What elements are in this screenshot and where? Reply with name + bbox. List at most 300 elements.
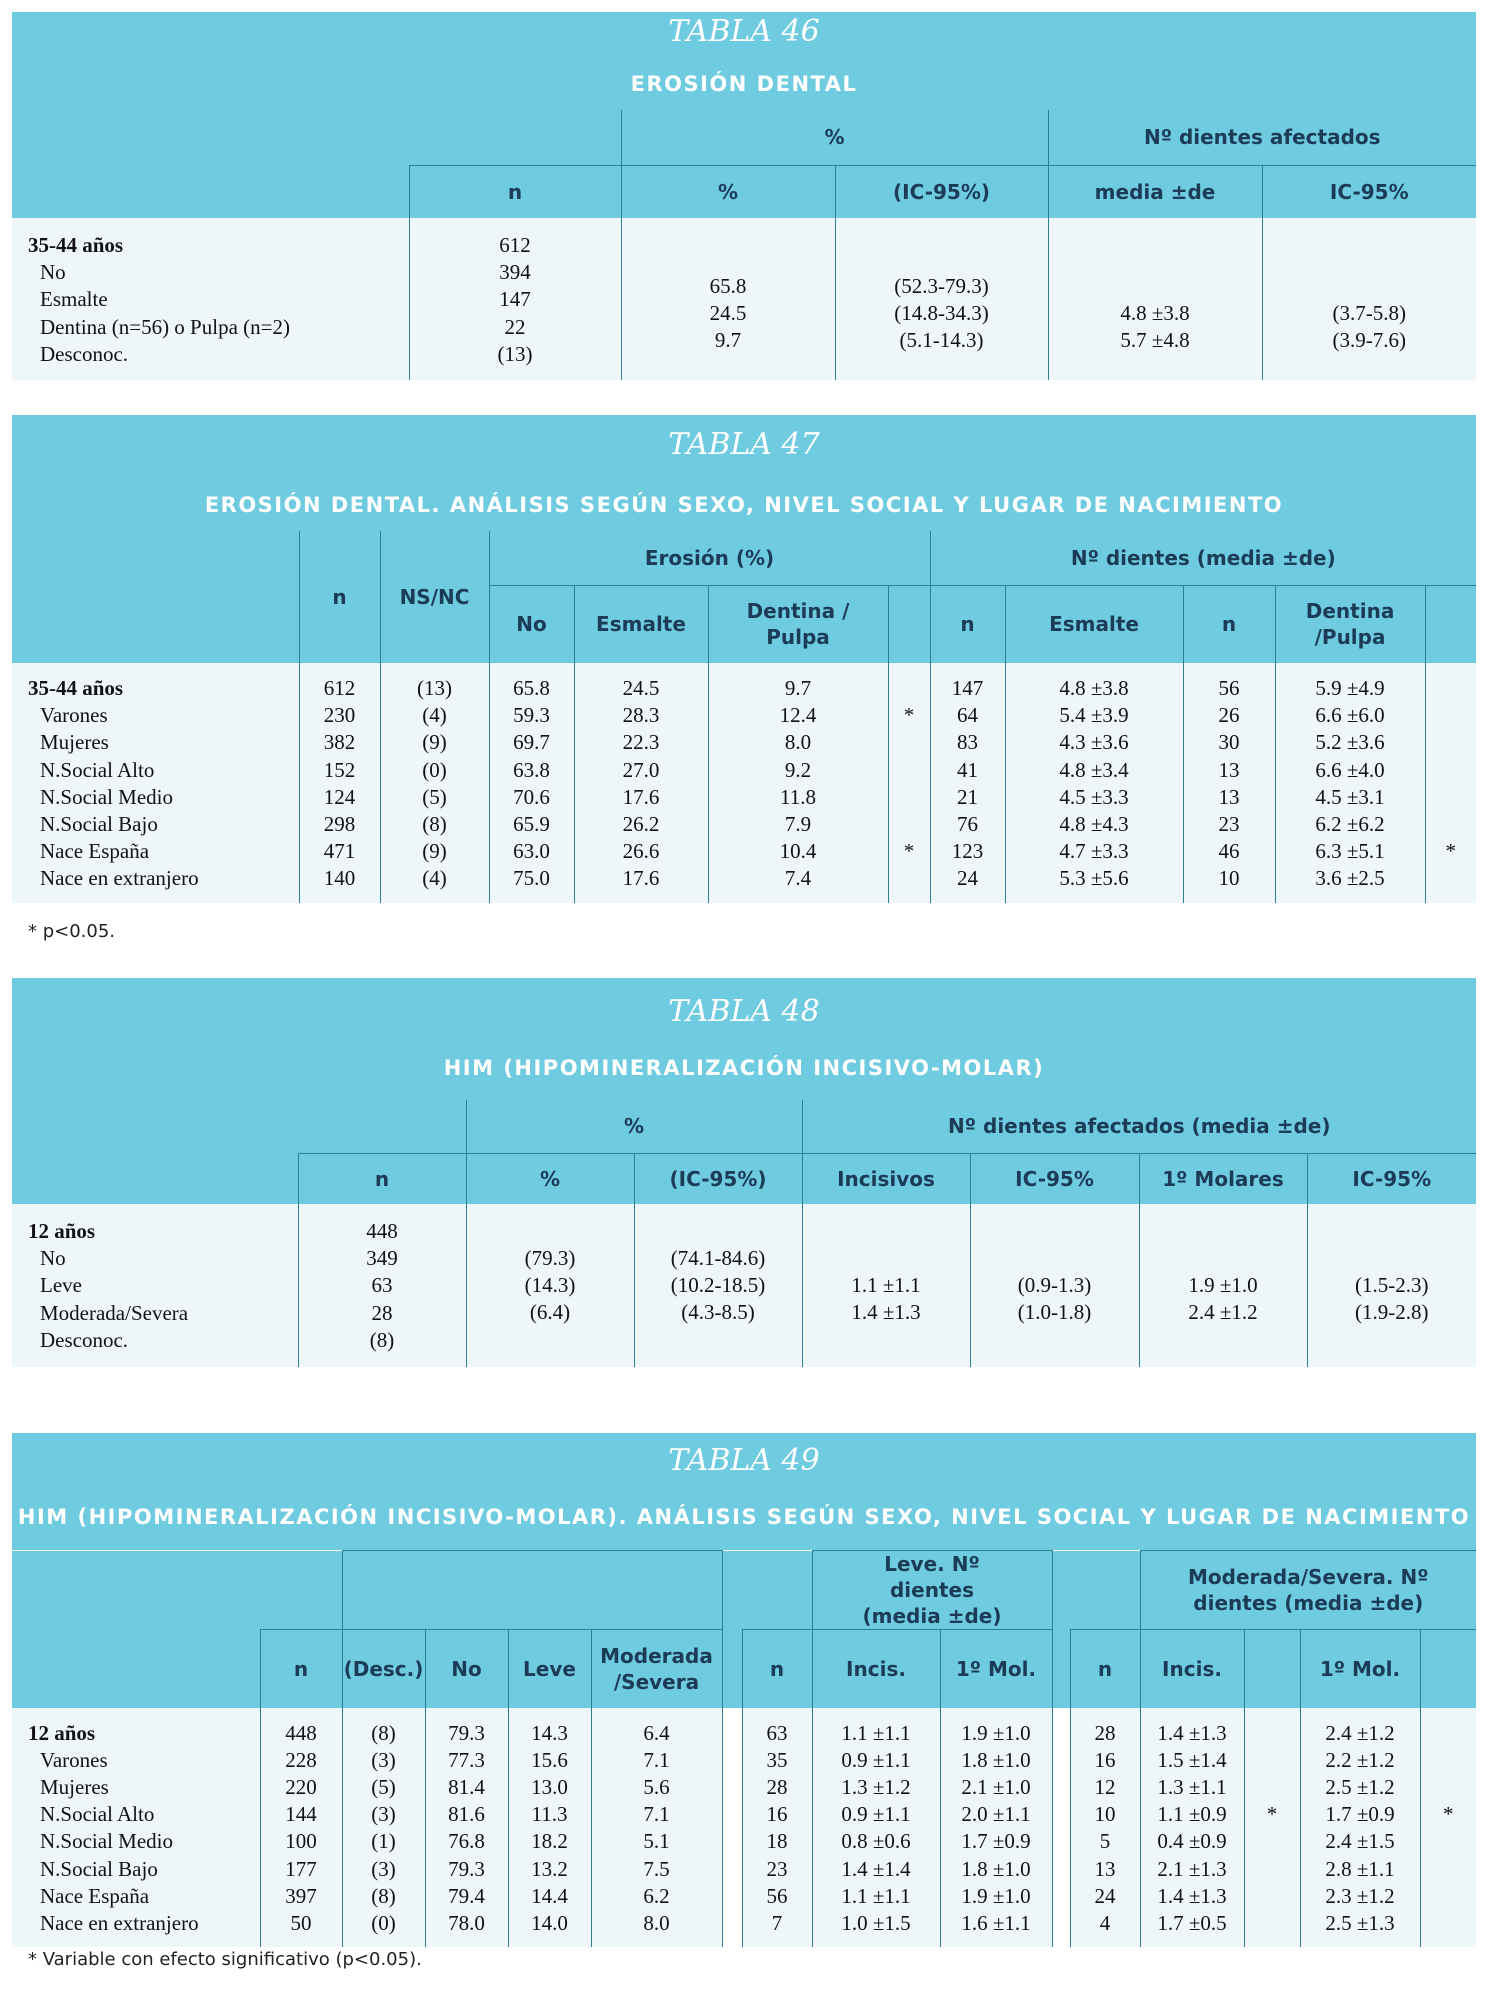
col-incis: Incis. [812,1630,940,1708]
col-n: n [260,1630,342,1708]
table-row [12,757,1476,784]
nsnc-cell: (5) [380,784,489,811]
no-cell: 65.8 [489,663,574,702]
n2-cell: 21 [930,784,1005,811]
desc-cell: (3) [342,1747,425,1774]
esmalte-cell: 22.3 [574,729,708,756]
tabla-48-grid [12,1100,1476,1367]
no-cell: 75.0 [489,865,574,902]
gap-cell [1052,1747,1070,1774]
table-number: TABLA 47 [668,427,820,462]
value: 394 [499,260,531,285]
col-no: No [489,585,574,663]
incis-cell: 1.3 ±1.2 [812,1774,940,1801]
n3-cell: 56 [1183,663,1275,702]
col-ic2: IC-95% [1262,165,1476,218]
table-number: TABLA 49 [668,1443,820,1478]
blank-header [12,1630,260,1708]
table-row [12,1801,1476,1828]
table-row [12,838,1476,865]
col-ic2: IC-95% [970,1153,1139,1204]
esmalte-cell: 17.6 [574,784,708,811]
tabla-46-header [12,12,1476,110]
sig-cell [1420,1883,1476,1910]
n3-cell: 26 [1183,702,1275,729]
footnote: * p<0.05. [28,921,116,942]
tabla-48-header [12,978,1476,1100]
table-row [12,702,1476,729]
sig-cell [888,663,930,702]
col-moderada-label: Moderada /Severa [600,1643,713,1694]
row-label: Nace en extranjero [12,1910,260,1947]
moderada-cell: 7.1 [591,1801,722,1828]
col-sig2 [1420,1630,1476,1708]
n2-cell: 56 [742,1883,812,1910]
group-label: 35-44 años [12,663,299,702]
moderada-cell: 5.6 [591,1774,722,1801]
n-cell: 100 [260,1828,342,1855]
value: 5.7 ±4.8 [1120,328,1190,353]
table-title: EROSIÓN DENTAL. ANÁLISIS SEGÚN SEXO, NIVEL SOCIAL Y LUGAR DE NACIMIENTO [204,493,1284,517]
n-cell: 612 [299,663,380,702]
desc-cell: (3) [342,1856,425,1883]
leve-cell: 18.2 [508,1828,591,1855]
blank-header [12,165,409,218]
n2-cell: 18 [742,1828,812,1855]
value: 1.4 ±1.3 [851,1300,921,1325]
sig-cell [1420,1708,1476,1747]
esmalte2-cell: 4.3 ±3.6 [1005,729,1183,756]
col-leve: Leve [508,1630,591,1708]
col-sig1 [888,585,930,663]
ic2-cell [970,1204,1139,1367]
value: 22 [504,314,526,339]
incis-cell: 1.4 ±1.4 [812,1856,940,1883]
value: (4.3-8.5) [681,1300,755,1325]
value: (3.7-5.8) [1332,301,1406,325]
n3-cell: 13 [1183,784,1275,811]
mol-cell: 1.8 ±1.0 [940,1856,1052,1883]
dentina2-cell: 6.6 ±6.0 [1275,702,1425,729]
incis2-cell: 1.1 ±0.9 [1140,1801,1244,1828]
sig-cell [1425,729,1476,756]
n-cell: 228 [260,1747,342,1774]
leve-cell: 11.3 [508,1801,591,1828]
blank-header [1070,1551,1140,1630]
n3-cell: 5 [1070,1828,1140,1855]
table-title: EROSIÓN DENTAL [630,72,858,96]
col-pct: % [621,165,835,218]
n-cell: 144 [260,1801,342,1828]
mol-cell: 2.1 ±1.0 [940,1774,1052,1801]
tabla-46-grid [12,110,1476,380]
value: 2.4 ±1.2 [1188,1300,1258,1325]
dentina2-cell: 4.5 ±3.1 [1275,784,1425,811]
tabla-47-grid [12,531,1476,903]
n2-cell: 23 [742,1856,812,1883]
value: (14.3) [524,1273,576,1298]
n2-cell: 147 [930,663,1005,702]
table-row [12,1747,1476,1774]
no-cell: 81.6 [425,1801,508,1828]
value: (5.1-14.3) [899,328,984,353]
value: 1.9 ±1.0 [1188,1273,1258,1297]
value: 24.5 [709,301,747,326]
value: 612 [499,233,531,257]
row-label: No [40,1246,66,1271]
leve-group-header [812,1551,1052,1630]
dientes-group-header: Nº dientes afectados [1048,110,1476,165]
sig-cell [1420,1828,1476,1855]
blank-header [12,531,299,663]
labels-cell [12,1204,298,1367]
row-label: Nace en extranjero [12,865,299,902]
n2-cell: 83 [930,729,1005,756]
row-label: N.Social Medio [12,1828,260,1855]
gap-cell [1052,1910,1070,1947]
no-cell: 63.0 [489,838,574,865]
row-label: Esmalte [40,287,108,312]
leve-cell: 14.3 [508,1708,591,1747]
esmalte2-cell: 5.4 ±3.9 [1005,702,1183,729]
n-cell: 448 [260,1708,342,1747]
mol-cell: 2.0 ±1.1 [940,1801,1052,1828]
no-cell: 79.3 [425,1856,508,1883]
nsnc-cell: (4) [380,865,489,902]
row-label: Mujeres [12,729,299,756]
n3-cell: 12 [1070,1774,1140,1801]
col-dentina [708,585,888,663]
n-cell: 230 [299,702,380,729]
sig-cell [888,811,930,838]
n-cell [298,1204,466,1367]
col-sig1 [1244,1630,1300,1708]
moderada-cell: 6.4 [591,1708,722,1747]
esmalte2-cell: 4.8 ±3.8 [1005,663,1183,702]
tabla-49 [12,1433,1476,1999]
tabla-47-body [12,663,1476,903]
col-n3: n [1183,585,1275,663]
esmalte-cell: 27.0 [574,757,708,784]
dentina-cell: 7.4 [708,865,888,902]
moderada-cell: 7.5 [591,1856,722,1883]
gap-cell [722,1774,742,1801]
ic-cell [634,1204,802,1367]
sig-cell: * [1425,838,1476,865]
col-molares: 1º Molares [1139,1153,1307,1204]
sig-cell [1244,1856,1300,1883]
n-cell: 140 [299,865,380,902]
blank-header [12,110,621,165]
col-pct: % [466,1153,634,1204]
sig-cell [1425,865,1476,902]
leve-cell: 13.2 [508,1856,591,1883]
dientes-group-header: Nº dientes afectados (media ±de) [802,1100,1476,1153]
mol2-cell: 2.4 ±1.5 [1300,1828,1420,1855]
dientes-group-header: Nº dientes (media ±de) [930,531,1476,585]
row-label: N.Social Alto [12,757,299,784]
value: (8) [369,1327,395,1352]
incis-cell: 0.9 ±1.1 [812,1801,940,1828]
tabla-46 [12,12,1476,380]
tabla-47 [12,415,1476,942]
blank-header [742,1551,812,1630]
dentina2-cell: 5.9 ±4.9 [1275,663,1425,702]
dentina2-cell: 3.6 ±2.5 [1275,865,1425,902]
esmalte2-cell: 4.7 ±3.3 [1005,838,1183,865]
dentina-cell: 9.2 [708,757,888,784]
blank-header [12,1100,466,1153]
col-mol: 1º Mol. [940,1630,1052,1708]
col-ic: (IC-95%) [634,1153,802,1204]
row-label: N.Social Alto [12,1801,260,1828]
dentina2-cell: 5.2 ±3.6 [1275,729,1425,756]
gap-header [1052,1630,1070,1708]
gap-cell [1052,1883,1070,1910]
desc-cell: (1) [342,1828,425,1855]
mod-group-header [1140,1551,1476,1630]
no-cell: 70.6 [489,784,574,811]
mol-cell: 1.7 ±0.9 [940,1828,1052,1855]
ic3-cell [1307,1204,1476,1367]
value: (3.9-7.6) [1332,328,1406,353]
n-cell: 177 [260,1856,342,1883]
sig-cell: * [1244,1801,1300,1828]
row-label: Mujeres [12,1774,260,1801]
mol2-cell: 2.8 ±1.1 [1300,1856,1420,1883]
mol2-cell: 2.3 ±1.2 [1300,1883,1420,1910]
row-label: Varones [12,1747,260,1774]
n-cell: 124 [299,784,380,811]
table-row [12,663,1476,702]
value: (6.4) [529,1300,571,1325]
col-n2: n [742,1630,812,1708]
n-cell: 152 [299,757,380,784]
no-cell: 79.4 [425,1883,508,1910]
value: 65.8 [709,274,747,298]
row-label: No [40,260,66,285]
incis2-cell: 1.4 ±1.3 [1140,1883,1244,1910]
value: 448 [366,1219,398,1243]
row-label: N.Social Bajo [12,1856,260,1883]
blank-header [12,1551,260,1630]
nsnc-cell: (8) [380,811,489,838]
no-cell: 78.0 [425,1910,508,1947]
tabla-49-header [12,1433,1476,1550]
gap-cell [722,1801,742,1828]
table-row [12,1910,1476,1947]
row-label: Desconoc. [40,1327,129,1352]
table-title: HIM (HIPOMINERALIZACIÓN INCISIVO-MOLAR). ANÁLISIS SEGÚN SEXO, NIVEL SOCIAL Y LUGAR DE NACIMIENTO [17,1505,1471,1529]
mol-cell: 1.9 ±1.0 [940,1883,1052,1910]
moderada-cell: 8.0 [591,1910,722,1947]
sig-cell [1420,1747,1476,1774]
n2-cell: 24 [930,865,1005,902]
sig-cell [1420,1774,1476,1801]
tabla-47-header [12,415,1476,531]
desc-cell: (8) [342,1708,425,1747]
incis2-cell: 2.1 ±1.3 [1140,1856,1244,1883]
col-moderada [591,1630,722,1708]
col-media: media ±de [1048,165,1262,218]
incis-cell: 1.1 ±1.1 [812,1708,940,1747]
n2-cell: 16 [742,1801,812,1828]
gap-header [722,1551,742,1630]
mol2-cell: 2.5 ±1.2 [1300,1774,1420,1801]
value: (74.1-84.6) [670,1246,766,1270]
esmalte-cell: 24.5 [574,663,708,702]
value: 28 [371,1300,393,1325]
value: (1.5-2.3) [1355,1273,1429,1297]
dentina2-cell: 6.3 ±5.1 [1275,838,1425,865]
value: (1.9-2.8) [1355,1300,1429,1325]
no-cell: 81.4 [425,1774,508,1801]
tabla-48 [12,978,1476,1372]
pct-cell [466,1204,634,1367]
sig-cell [888,729,930,756]
col-desc: (Desc.) [342,1630,425,1708]
row-label: Moderada/Severa [40,1300,189,1325]
incis-cell: 1.0 ±1.5 [812,1910,940,1947]
group-label: 12 años [28,1219,96,1243]
n3-cell: 10 [1183,865,1275,902]
no-cell: 79.3 [425,1708,508,1747]
dentina-cell: 8.0 [708,729,888,756]
molares-cell [1139,1204,1307,1367]
mol2-cell: 2.5 ±1.3 [1300,1910,1420,1947]
col-n: n [298,1153,466,1204]
n3-cell: 13 [1070,1856,1140,1883]
footnote: * Variable con efecto significativo (p<0.05). [28,1949,422,1970]
labels-cell [12,218,409,380]
table-row [12,1828,1476,1855]
incis2-cell: 1.7 ±0.5 [1140,1910,1244,1947]
n-cell [409,218,621,380]
sig-cell: * [888,838,930,865]
col-n: n [299,531,380,663]
n2-cell: 63 [742,1708,812,1747]
n2-cell: 123 [930,838,1005,865]
gap-cell [722,1883,742,1910]
gap-header [1052,1551,1070,1630]
incis2-cell: 0.4 ±0.9 [1140,1828,1244,1855]
value: (14.8-34.3) [894,301,989,326]
table-row [12,729,1476,756]
n3-cell: 30 [1183,729,1275,756]
col-ic3: IC-95% [1307,1153,1476,1204]
desc-cell: (3) [342,1801,425,1828]
table-row [12,1883,1476,1910]
moderada-cell: 7.1 [591,1747,722,1774]
esmalte2-cell: 5.3 ±5.6 [1005,865,1183,902]
row-label: Leve [40,1273,82,1298]
value: 4.8 ±3.8 [1120,301,1190,325]
row-label: Desconoc. [40,341,129,366]
sig-cell [1425,757,1476,784]
ic-cell [835,218,1048,380]
value: 349 [366,1246,398,1271]
gap-cell [722,1747,742,1774]
group-label: 12 años [12,1708,260,1747]
desc-cell: (5) [342,1774,425,1801]
n3-cell: 24 [1070,1883,1140,1910]
n2-cell: 64 [930,702,1005,729]
leve-group-label: Leve. Nº dientes (media ±de) [862,1552,1002,1628]
sig-cell [1244,1747,1300,1774]
sig-cell: * [888,702,930,729]
sig-cell: * [1420,1801,1476,1828]
esmalte2-cell: 4.5 ±3.3 [1005,784,1183,811]
nsnc-cell: (9) [380,838,489,865]
desc-cell: (8) [342,1883,425,1910]
dentina-cell: 7.9 [708,811,888,838]
col-no: No [425,1630,508,1708]
col-nsnc: NS/NC [380,531,489,663]
mol-cell: 1.8 ±1.0 [940,1747,1052,1774]
table-row [12,865,1476,902]
sig-cell [888,784,930,811]
col-mol2: 1º Mol. [1300,1630,1420,1708]
col-esmalte: Esmalte [574,585,708,663]
gap-cell [722,1856,742,1883]
moderada-cell: 6.2 [591,1883,722,1910]
mol2-cell: 1.7 ±0.9 [1300,1801,1420,1828]
sig-cell [1244,1910,1300,1947]
mod-group-label: Moderada/Severa. Nº dientes (media ±de) [1188,1565,1429,1615]
incis2-cell: 1.3 ±1.1 [1140,1774,1244,1801]
sig-cell [1420,1856,1476,1883]
no-cell: 59.3 [489,702,574,729]
col-sig2 [1425,585,1476,663]
esmalte-cell: 26.2 [574,811,708,838]
gap-cell [1052,1801,1070,1828]
gap-cell [722,1828,742,1855]
leve-cell: 14.0 [508,1910,591,1947]
media-cell [1048,218,1262,380]
col-dentina-label: Dentina / Pulpa [746,599,850,650]
dentina-cell: 9.7 [708,663,888,702]
sig-cell [1425,784,1476,811]
gap-header [722,1630,742,1708]
value: 147 [499,287,531,312]
esmalte2-cell: 4.8 ±4.3 [1005,811,1183,838]
value: (10.2-18.5) [670,1273,766,1298]
no-cell: 77.3 [425,1747,508,1774]
value: (13) [497,341,533,366]
n3-cell: 23 [1183,811,1275,838]
value: (0.9-1.3) [1017,1273,1092,1297]
col-ic: (IC-95%) [835,165,1048,218]
col-esmalte2: Esmalte [1005,585,1183,663]
tabla-49-grid [12,1550,1476,1947]
sig-cell [1420,1910,1476,1947]
desc-cell: (0) [342,1910,425,1947]
dentina-cell: 12.4 [708,702,888,729]
n2-cell: 76 [930,811,1005,838]
n2-cell: 35 [742,1747,812,1774]
incis-cell: 0.8 ±0.6 [812,1828,940,1855]
group-label: 35-44 años [28,233,124,257]
esmalte2-cell: 4.8 ±3.4 [1005,757,1183,784]
n-cell: 397 [260,1883,342,1910]
table-row [12,1708,1476,1747]
dentina2-cell: 6.6 ±4.0 [1275,757,1425,784]
table-number: TABLA 48 [668,994,820,1029]
row-label: N.Social Medio [12,784,299,811]
sig-cell [1244,1828,1300,1855]
tabla-49-body [12,1708,1476,1948]
pct-cell [621,218,835,380]
